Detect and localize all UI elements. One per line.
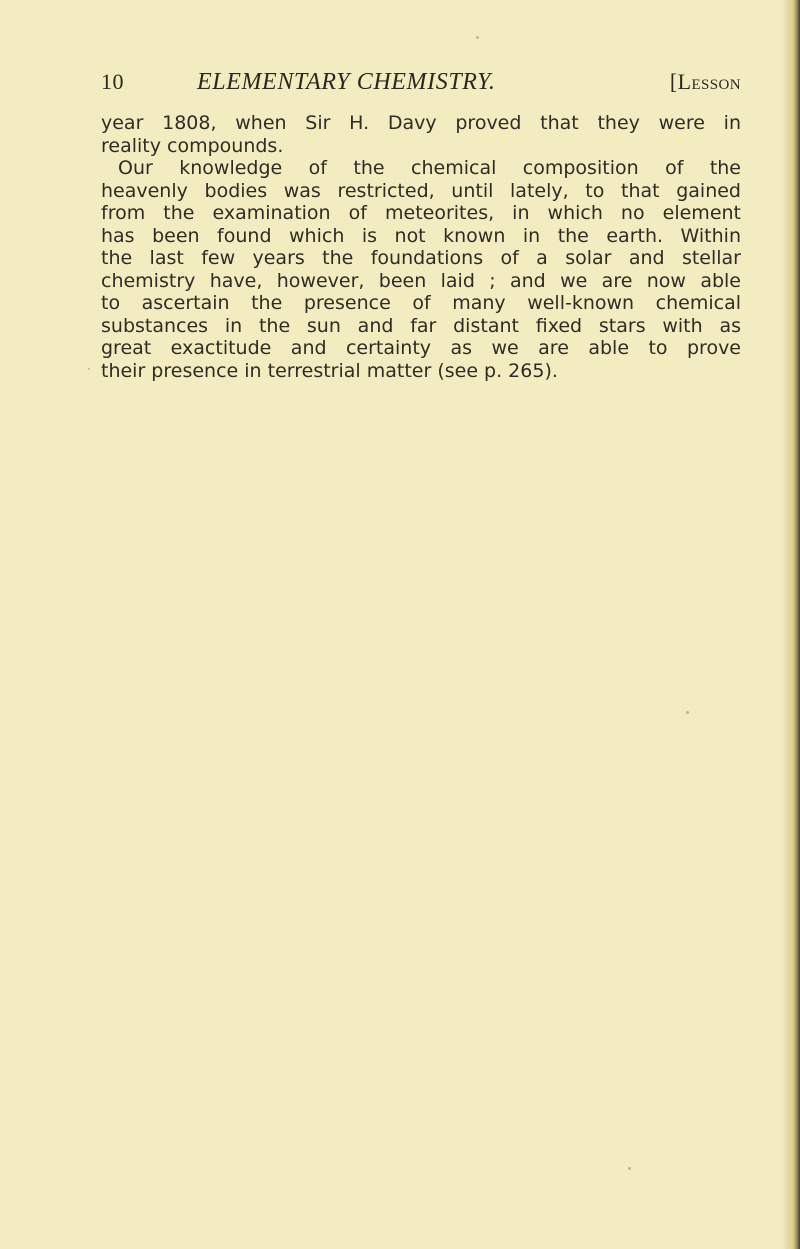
running-title: ELEMENTARY CHEMISTRY. — [197, 69, 496, 95]
text-line: reality compounds. — [101, 134, 284, 157]
paper-speck — [628, 1167, 631, 1170]
text-line: to ascertain the presence of many well-known chemical — [101, 292, 741, 314]
lesson-label: [Lesson — [669, 69, 741, 94]
text-line: heavenly bodies was restricted, until lately, to that gained — [101, 179, 741, 202]
text-line: Our knowledge of the chemical composition of the — [118, 157, 741, 179]
text-line: from the examination of meteorites, in which no element — [101, 202, 741, 224]
paper-speck — [476, 36, 479, 39]
text-line: has been found which is not known in the earth. Within — [101, 224, 741, 247]
text-line: their presence in terrestrial matter (see p. 265). — [101, 359, 558, 382]
body-text — [101, 112, 741, 382]
running-header — [101, 66, 741, 98]
paper-speck — [686, 711, 689, 714]
text-line: the last few years the foundations of a solar and stellar — [101, 247, 741, 269]
text-line: great exactitude and certainty as we are able to prove — [101, 337, 741, 359]
page-edge-shadow — [782, 0, 790, 1249]
text-line: chemistry have, however, been laid ; and we are now able — [101, 269, 741, 292]
page-edge — [790, 0, 800, 1249]
page-number: 10 — [101, 69, 124, 94]
text-line: substances in the sun and far distant fixed stars with as — [101, 314, 741, 337]
paper-speck — [88, 368, 90, 370]
text-line: year 1808, when Sir H. Davy proved that they were in — [101, 112, 741, 134]
